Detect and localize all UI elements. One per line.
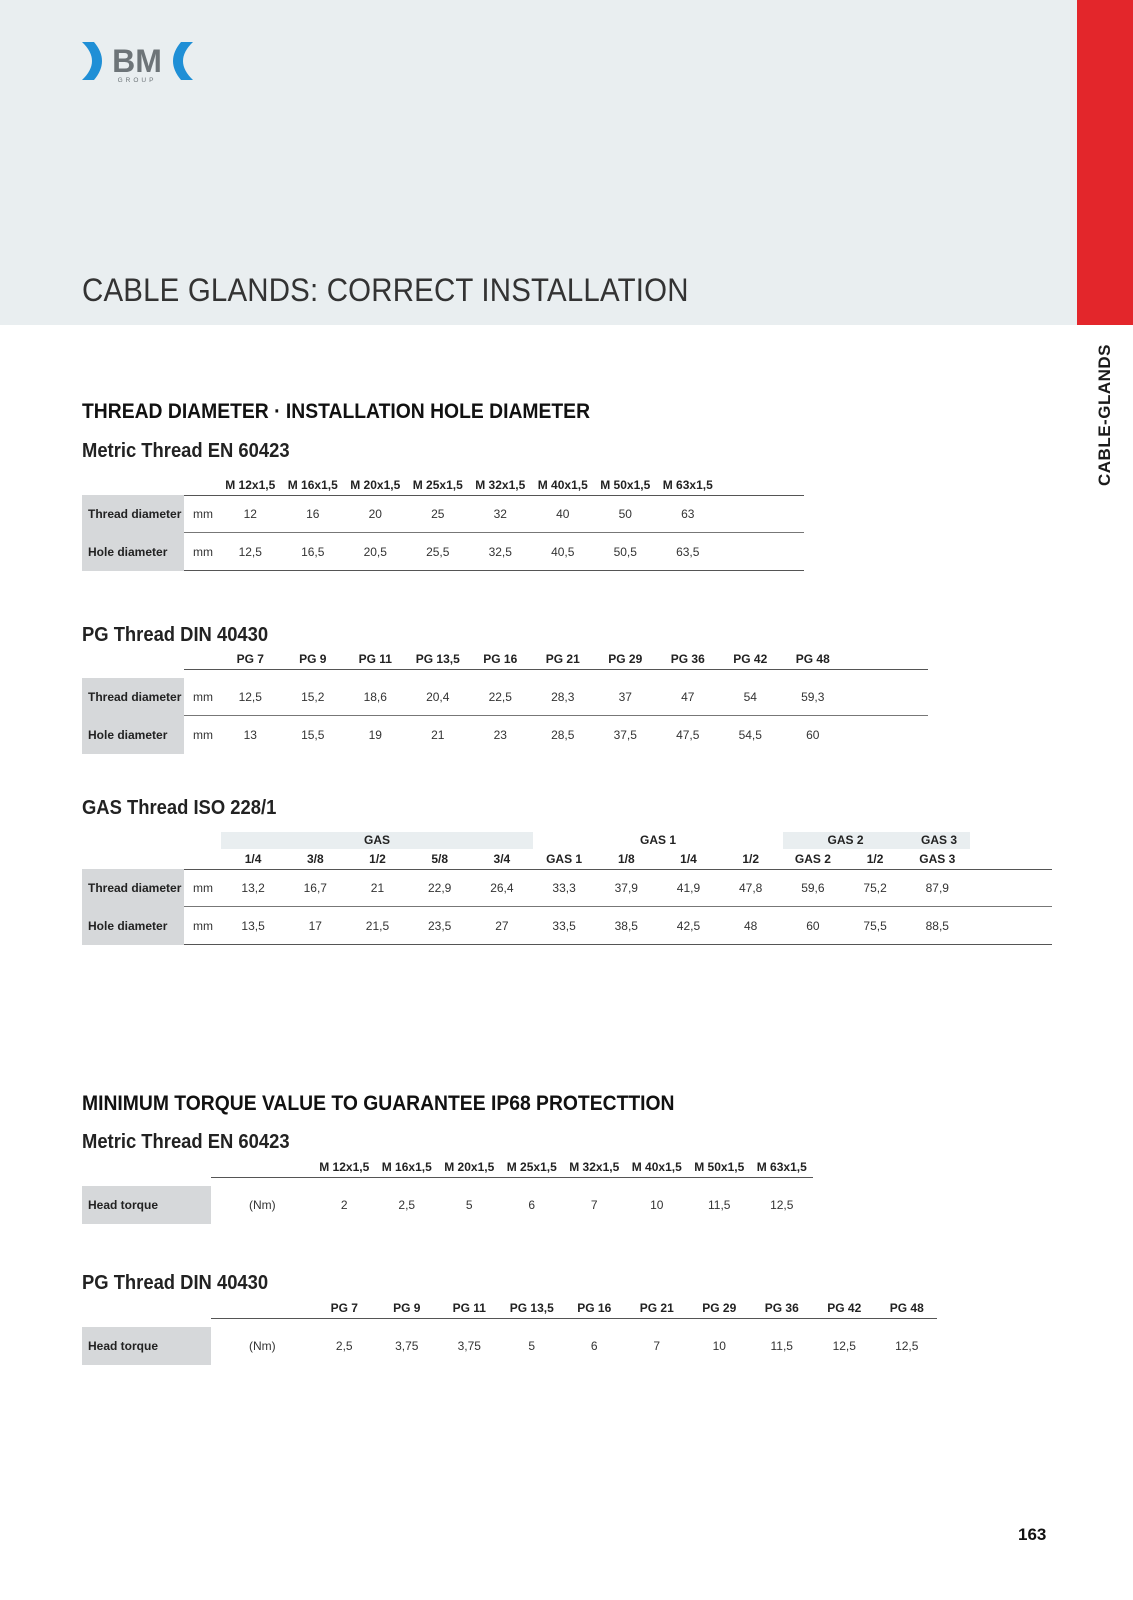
table-cell: 32 bbox=[493, 507, 507, 521]
column-header: M 25x1,5 bbox=[506, 1160, 557, 1174]
table-cell: 88,5 bbox=[925, 919, 949, 933]
table-cell: 7 bbox=[590, 1198, 598, 1212]
column-header: GAS 1 bbox=[546, 852, 583, 866]
column-header: 1/4 bbox=[680, 852, 697, 866]
row-label: Thread diameter bbox=[82, 869, 184, 907]
column-header: PG 21 bbox=[639, 1301, 674, 1315]
column-header: GAS 2 bbox=[794, 852, 831, 866]
row-label: Thread diameter bbox=[82, 495, 184, 533]
table-cell: 63 bbox=[681, 507, 695, 521]
column-header: PG 7 bbox=[330, 1301, 358, 1315]
column-header: PG 11 bbox=[452, 1301, 486, 1315]
page-number: 163 bbox=[1018, 1525, 1047, 1544]
table-cell: 22,9 bbox=[428, 881, 452, 895]
table-cell: 10 bbox=[712, 1339, 726, 1353]
pg-thread-title: PG Thread DIN 40430 bbox=[82, 624, 269, 646]
column-header: PG 9 bbox=[299, 652, 327, 666]
column-header: 1/2 bbox=[369, 852, 386, 866]
table-cell: 48 bbox=[744, 919, 758, 933]
column-group-header: GAS 3 bbox=[908, 832, 970, 849]
table-cell: 12,5 bbox=[238, 690, 262, 704]
column-header: M 16x1,5 bbox=[381, 1160, 432, 1174]
column-header: GAS 3 bbox=[919, 852, 956, 866]
table-cell: 13 bbox=[243, 728, 257, 742]
table-cell: 21,5 bbox=[365, 919, 390, 933]
table-cell: 25 bbox=[431, 507, 445, 521]
table-cell: 33,3 bbox=[552, 881, 576, 895]
column-header: 1/2 bbox=[742, 852, 760, 866]
table-cell: 6 bbox=[590, 1339, 598, 1353]
table-cell: 22,5 bbox=[488, 690, 512, 704]
row-unit: mm bbox=[193, 507, 213, 521]
column-group-header: GAS 1 bbox=[639, 833, 676, 847]
page-title: CABLE GLANDS: CORRECT INSTALLATION bbox=[82, 272, 689, 308]
table-cell: 12,5 bbox=[832, 1339, 856, 1353]
side-label-text: CABLE-GLANDS bbox=[1095, 344, 1114, 486]
table-cell: 60 bbox=[806, 919, 820, 933]
table-cell: 3,75 bbox=[457, 1339, 481, 1353]
table-cell: 19 bbox=[368, 728, 382, 742]
row-unit: (Nm) bbox=[249, 1339, 276, 1353]
column-header: M 25x1,5 bbox=[412, 478, 463, 492]
column-header: 3/4 bbox=[493, 852, 511, 866]
row-label: Hole diameter bbox=[82, 716, 184, 754]
table-cell: 63,5 bbox=[676, 545, 700, 559]
table-cell: 47,5 bbox=[676, 728, 700, 742]
section-title-torque: MINIMUM TORQUE VALUE TO GUARANTEE IP68 PROTECTTION bbox=[82, 1092, 675, 1115]
metric-thread-title: Metric Thread EN 60423 bbox=[82, 440, 290, 462]
logo-letters: BM bbox=[112, 43, 162, 79]
table-cell: 54,5 bbox=[738, 728, 762, 742]
table-cell: 16 bbox=[306, 507, 320, 521]
table-cell: 75,2 bbox=[863, 881, 887, 895]
table-cell: 59,3 bbox=[801, 690, 825, 704]
column-header: M 63x1,5 bbox=[756, 1160, 807, 1174]
table-cell: 37 bbox=[618, 690, 632, 704]
table-cell: 12,5 bbox=[238, 545, 262, 559]
column-header: M 12x1,5 bbox=[319, 1160, 370, 1174]
table-row bbox=[82, 716, 844, 754]
table-cell: 12 bbox=[243, 507, 257, 521]
column-header: 5/8 bbox=[431, 852, 449, 866]
column-header: 1/8 bbox=[617, 852, 635, 866]
table-row bbox=[82, 1327, 938, 1365]
bottom-rule bbox=[184, 570, 804, 571]
column-header: PG 7 bbox=[236, 652, 264, 666]
row-label: Head torque bbox=[82, 1186, 211, 1224]
table-cell: 16,5 bbox=[301, 545, 325, 559]
column-header: PG 16 bbox=[577, 1301, 612, 1315]
table-cell: 37,9 bbox=[614, 881, 638, 895]
table-row bbox=[82, 533, 719, 571]
table-row bbox=[82, 678, 844, 716]
column-header: PG 48 bbox=[889, 1301, 924, 1315]
table-cell: 28,3 bbox=[551, 690, 575, 704]
table-cell: 23 bbox=[493, 728, 507, 742]
table-row bbox=[82, 907, 968, 945]
table-cell: 10 bbox=[650, 1198, 664, 1212]
gas-thread-title: GAS Thread ISO 228/1 bbox=[82, 797, 277, 819]
table-cell: 16,7 bbox=[303, 881, 327, 895]
header-rule bbox=[211, 1177, 813, 1178]
table-cell: 5 bbox=[465, 1198, 473, 1212]
table-cell: 37,5 bbox=[613, 728, 637, 742]
table-cell: 40 bbox=[556, 507, 570, 521]
column-group-header: GAS 2 bbox=[783, 832, 908, 849]
table-cell: 5 bbox=[528, 1339, 536, 1353]
metric-torque-title: Metric Thread EN 60423 bbox=[82, 1131, 290, 1153]
row-unit: mm bbox=[193, 919, 213, 933]
table-cell: 40,5 bbox=[551, 545, 575, 559]
table-cell: 21 bbox=[370, 881, 385, 895]
column-header: M 50x1,5 bbox=[694, 1160, 745, 1174]
header-rule bbox=[184, 669, 928, 670]
table-cell: 75,5 bbox=[863, 919, 887, 933]
logo-group-text: GROUP bbox=[117, 77, 157, 84]
table-cell: 42,5 bbox=[676, 919, 701, 933]
table-row bbox=[82, 495, 719, 533]
table-cell: 11,5 bbox=[770, 1339, 793, 1353]
row-label: Hole diameter bbox=[82, 907, 184, 945]
column-header: M 12x1,5 bbox=[225, 478, 276, 492]
table-cell: 20,4 bbox=[426, 690, 450, 704]
column-header: M 32x1,5 bbox=[475, 478, 526, 492]
row-unit: mm bbox=[193, 881, 213, 895]
table-cell: 23,5 bbox=[428, 919, 452, 933]
table-cell: 59,6 bbox=[801, 881, 825, 895]
table-cell: 25,5 bbox=[426, 545, 450, 559]
table-cell: 50 bbox=[618, 507, 632, 521]
table-cell: 41,9 bbox=[676, 881, 701, 895]
column-header: PG 11 bbox=[358, 652, 392, 666]
row-unit: mm bbox=[193, 728, 213, 742]
column-header: PG 36 bbox=[764, 1301, 799, 1315]
bm-group-logo bbox=[80, 38, 195, 84]
column-header: M 32x1,5 bbox=[569, 1160, 620, 1174]
row-unit: mm bbox=[193, 545, 213, 559]
bottom-rule bbox=[184, 944, 1052, 945]
column-header: PG 9 bbox=[393, 1301, 421, 1315]
table-cell: 11,5 bbox=[708, 1198, 731, 1212]
table-cell: 7 bbox=[653, 1339, 661, 1353]
column-header: PG 42 bbox=[733, 652, 768, 666]
column-header: PG 13,5 bbox=[509, 1301, 554, 1315]
row-unit: mm bbox=[193, 690, 213, 704]
table-cell: 2 bbox=[340, 1198, 348, 1212]
pg-torque-title: PG Thread DIN 40430 bbox=[82, 1272, 269, 1294]
column-header: PG 13,5 bbox=[415, 652, 460, 666]
table-cell: 15,5 bbox=[301, 728, 325, 742]
table-cell: 3,75 bbox=[395, 1339, 419, 1353]
table-cell: 20,5 bbox=[363, 545, 387, 559]
table-cell: 13,2 bbox=[241, 881, 265, 895]
header-rule bbox=[211, 1318, 937, 1319]
table-cell: 38,5 bbox=[614, 919, 638, 933]
column-header: M 50x1,5 bbox=[600, 478, 651, 492]
column-header: 3/8 bbox=[306, 852, 324, 866]
column-header: 1/2 bbox=[866, 852, 884, 866]
row-label: Head torque bbox=[82, 1327, 211, 1365]
table-row bbox=[82, 869, 968, 907]
table-cell: 12,5 bbox=[770, 1198, 794, 1212]
table-cell: 2,5 bbox=[335, 1339, 353, 1353]
table-cell: 87,9 bbox=[925, 881, 949, 895]
column-header: M 63x1,5 bbox=[662, 478, 713, 492]
table-cell: 17 bbox=[308, 919, 322, 933]
column-header: M 40x1,5 bbox=[537, 478, 588, 492]
column-header: PG 48 bbox=[795, 652, 830, 666]
table-cell: 15,2 bbox=[301, 690, 325, 704]
column-header: M 40x1,5 bbox=[631, 1160, 682, 1174]
section-tab bbox=[1077, 0, 1133, 325]
column-header: 1/4 bbox=[244, 852, 262, 866]
column-group-header: GAS bbox=[221, 832, 533, 849]
table-cell: 28,5 bbox=[551, 728, 575, 742]
table-cell: 50,5 bbox=[613, 545, 637, 559]
table-cell: 6 bbox=[528, 1198, 536, 1212]
table-cell: 21 bbox=[431, 728, 445, 742]
table-cell: 54 bbox=[743, 690, 757, 704]
column-header: PG 29 bbox=[702, 1301, 737, 1315]
table-cell: 32,5 bbox=[488, 545, 512, 559]
table-cell: 18,6 bbox=[363, 690, 387, 704]
table-cell: 27 bbox=[495, 919, 509, 933]
table-cell: 2,5 bbox=[398, 1198, 416, 1212]
side-section-label bbox=[1088, 335, 1122, 495]
row-unit: (Nm) bbox=[249, 1198, 276, 1212]
column-header: M 20x1,5 bbox=[350, 478, 401, 492]
table-cell: 26,4 bbox=[490, 881, 514, 895]
table-cell: 33,5 bbox=[552, 919, 576, 933]
table-cell: 60 bbox=[806, 728, 820, 742]
table-row bbox=[82, 1186, 813, 1224]
column-header: PG 29 bbox=[608, 652, 643, 666]
row-label: Hole diameter bbox=[82, 533, 184, 571]
table-cell: 47,8 bbox=[739, 881, 763, 895]
section-title-diameters: THREAD DIAMETER · INSTALLATION HOLE DIAMETER bbox=[82, 400, 591, 423]
column-header: PG 21 bbox=[545, 652, 580, 666]
column-header: M 20x1,5 bbox=[444, 1160, 495, 1174]
column-header: M 16x1,5 bbox=[287, 478, 338, 492]
table-cell: 47 bbox=[681, 690, 695, 704]
table-cell: 13,5 bbox=[241, 919, 265, 933]
row-label: Thread diameter bbox=[82, 678, 184, 716]
column-header: PG 42 bbox=[827, 1301, 862, 1315]
table-cell: 12,5 bbox=[895, 1339, 919, 1353]
table-cell: 20 bbox=[368, 507, 382, 521]
column-header: PG 36 bbox=[670, 652, 705, 666]
column-header: PG 16 bbox=[483, 652, 518, 666]
